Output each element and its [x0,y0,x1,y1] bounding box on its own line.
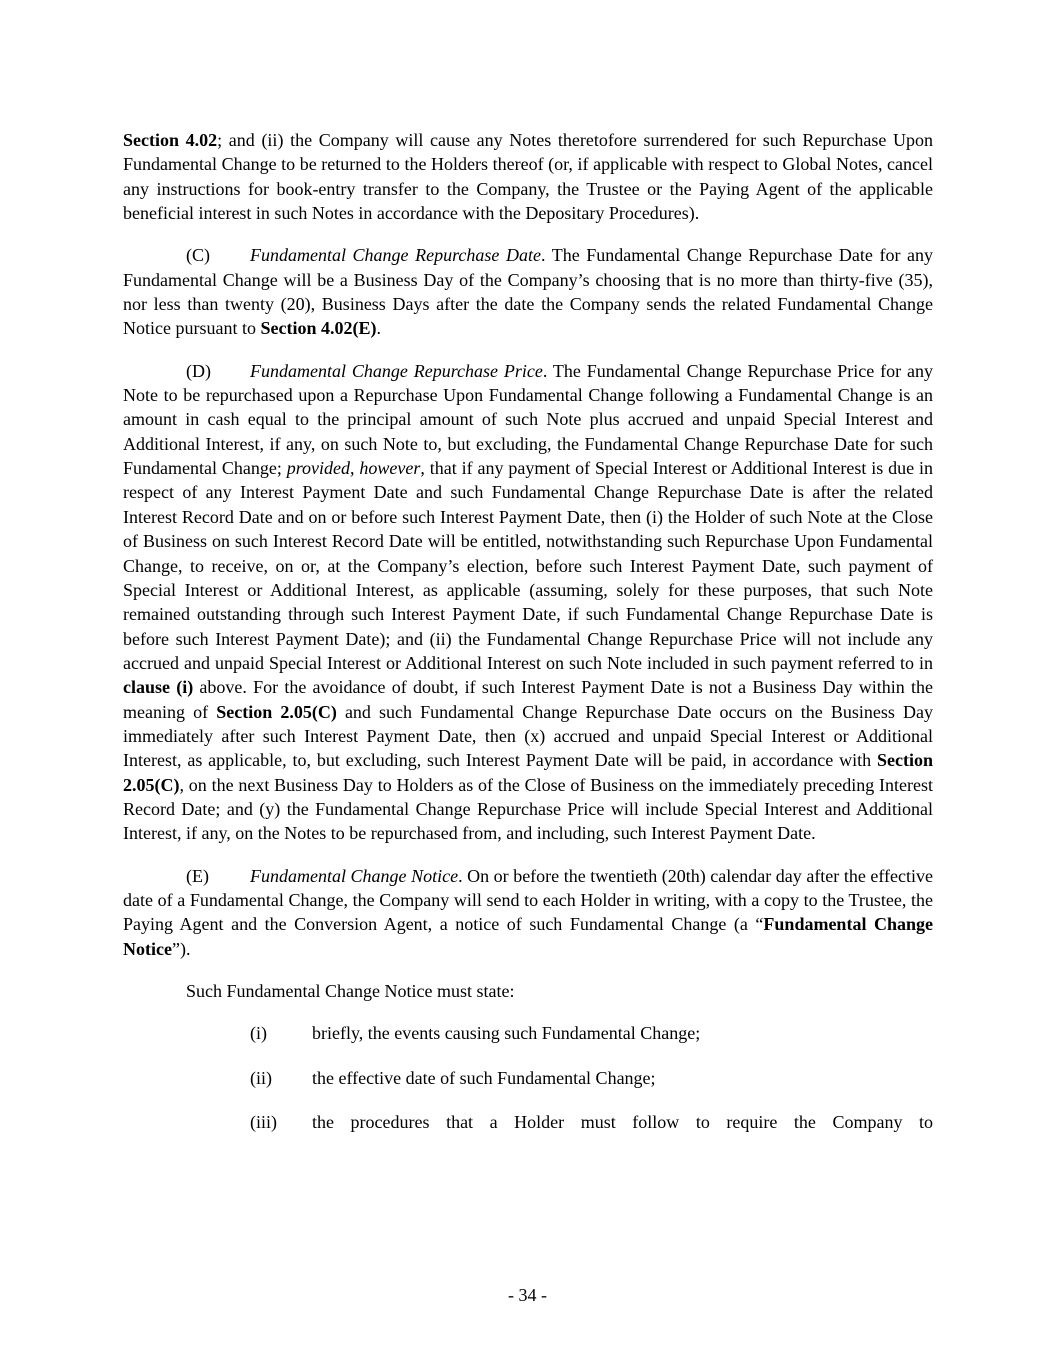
paragraph-c-fundamental-change-repurchase-date [123,243,933,340]
paragraph-marker: (C) [186,245,210,266]
text-segment: clause (i) [123,677,194,698]
text-segment: and such Fundamental Change Repurchase Date occurs on the Business Day immediately after such Interest Payment Date, then (x) accrued and unpaid Special Interest or Additional Interest, as applicable, to, but excluding, such Interest Payment Date will be paid, in accordance with [123,701,933,771]
list-marker: (iii) [250,1112,277,1133]
text-segment: Fundamental Change Repurchase Date [250,245,541,266]
text-segment: ; and (ii) the Company will cause any Notes theretofore surrendered for such Repurchase Upon Fundamental Change to be returned to the Holders thereof (or, if applicable with respect to Global Notes, cancel any instructions for book-entry transfer to the Company, the Trustee or the Paying Agent of the applicable beneficial interest in such Notes in accordance with the Depositary Procedures). [123,130,934,224]
text-segment: above. For the avoidance of doubt, if such Interest Payment Date is not a Business Day within the meaning of [123,677,933,722]
list-item-ii [123,1066,933,1090]
text-segment: Section 2.05(C) [216,701,337,722]
paragraph-e-fundamental-change-notice [123,864,933,961]
text-segment: ”). [171,938,191,959]
paragraph-section-402-continuation [123,128,933,225]
text-segment: . [376,318,381,339]
text-segment: . The Fundamental Change Repurchase Price for any Note to be repurchased upon a Repurchase Upon Fundamental Change following a Fundamental Change is an amount in cash equal to the principal amount of such Note plus accrued and unpaid Special Interest and Additional Interest, if any, on such Note to, but excluding, the Fundamental Change Repurchase Date for such Fundamental Change; [123,360,933,479]
list-marker: (ii) [250,1067,272,1088]
text-segment: . The Fundamental Change Repurchase Date for any Fundamental Change will be a Business Day of the Company’s choosing that is no more than thirty-five (35), nor less than twenty (20), Business Days after the date the Company sends the related Fundamental Change Notice pursuant to [123,245,933,339]
list-item-i [123,1021,933,1045]
text-segment: , that if any payment of Special Interest or Additional Interest is due in respect of any Interest Payment Date and such Fundamental Change Repurchase Date is after the related Interest Record Date and on or before such Interest Payment Date, then (i) the Holder of such Note at the Close of Business on such Interest Record Date will be entitled, notwithstanding such Repurchase Upon Fundamental Change, to receive, on or, at the Company’s election, before such Interest Payment Date, such payment of Special Interest or Additional Interest, as applicable (assuming, solely for these purposes, that such Note remained outstanding through such Interest Payment Date, if such Fundamental Change Repurchase Date is before such Interest Payment Date); and (ii) the Fundamental Change Repurchase Price will not include any accrued and unpaid Special Interest or Additional Interest on such Note included in such payment referred to in [123,458,934,673]
text-segment: Fundamental Change Repurchase Price [250,360,543,381]
text-segment: . On or before the twentieth (20th) calendar day after the effective date of a Fundamental Change, the Company will send to each Holder in writing, with a copy to the Trustee, the Paying Agent and the Conversion Agent, a notice of such Fundamental Change (a “ [123,865,933,935]
text-segment: Section 4.02(E) [260,318,377,339]
paragraph-d-fundamental-change-repurchase-price [123,359,933,846]
list-item-iii [123,1110,933,1134]
text-segment: , on the next Business Day to Holders as of the Close of Business on the immediately preceding Interest Record Date; and (y) the Fundamental Change Repurchase Price will include Special Interest and Additional Interest, if any, on the Notes to be repurchased from, and including, such Interest Payment Date. [123,774,933,844]
text-segment: however [359,458,421,479]
list-text: briefly, the events causing such Fundamental Change; [312,1023,701,1044]
text-segment: provided [286,458,351,479]
paragraph-marker: (D) [186,360,211,381]
paragraph-notice-must-state: Such Fundamental Change Notice must state: [186,981,515,1001]
list-text: the effective date of such Fundamental Change; [312,1067,656,1088]
text-segment: Fundamental Change Notice [123,914,933,959]
paragraph-marker: (E) [186,865,209,886]
list-text: the procedures that a Holder must follow to require the Company to [312,1112,933,1133]
text-segment: Fundamental Change Notice [250,865,459,886]
page-number: - 34 - [508,1284,547,1305]
text-segment: Section 4.02 [123,130,218,150]
document-body [123,128,933,1134]
text-segment: , [350,458,360,479]
list-marker: (i) [250,1023,267,1044]
text-segment: Section 2.05(C) [123,750,933,795]
